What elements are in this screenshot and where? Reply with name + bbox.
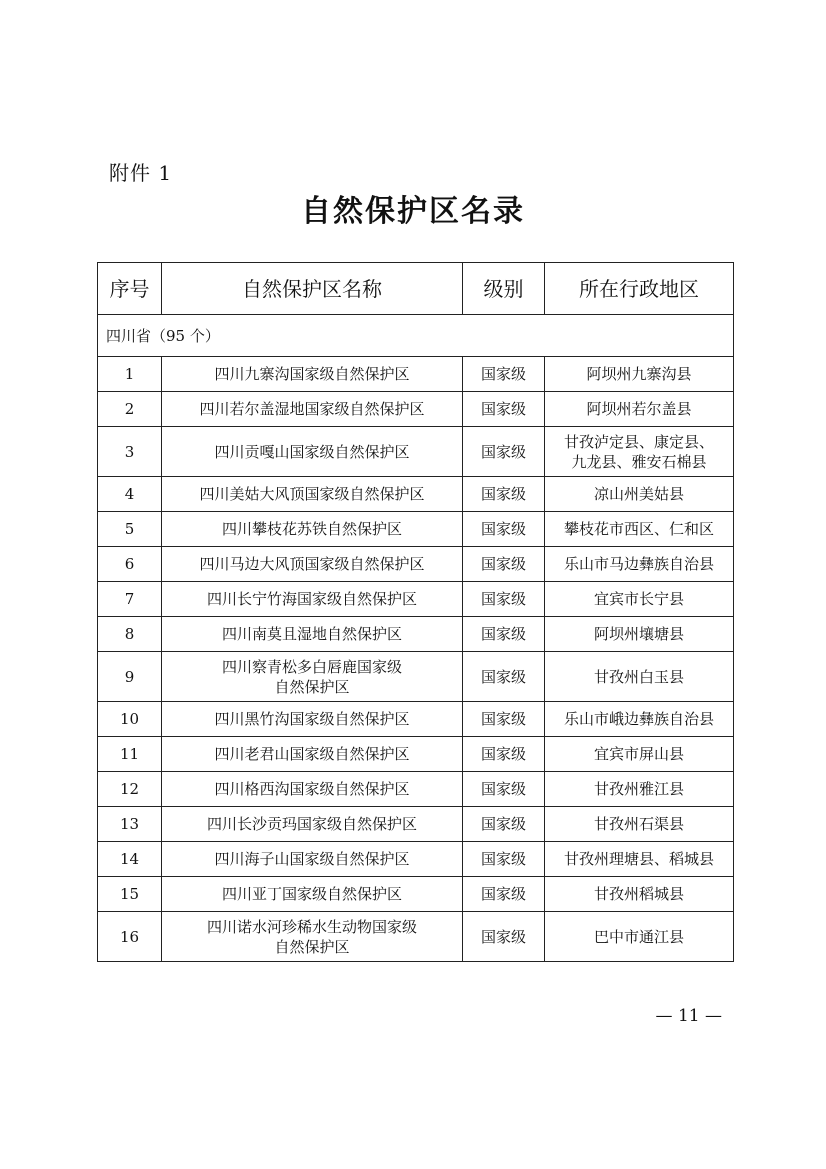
row-reserve-name: 四川长沙贡玛国家级自然保护区 bbox=[162, 807, 463, 842]
row-level: 国家级 bbox=[463, 807, 545, 842]
row-level: 国家级 bbox=[463, 652, 545, 702]
page-number: — 11 — bbox=[655, 1006, 722, 1026]
row-region: 阿坝州壤塘县 bbox=[545, 617, 734, 652]
header-region: 所在行政地区 bbox=[545, 263, 734, 315]
row-region: 甘孜州石渠县 bbox=[545, 807, 734, 842]
row-serial-number: 7 bbox=[98, 582, 162, 617]
row-region bbox=[545, 427, 734, 477]
row-level: 国家级 bbox=[463, 512, 545, 547]
row-serial-number: 12 bbox=[98, 772, 162, 807]
row-level: 国家级 bbox=[463, 702, 545, 737]
row-reserve-name bbox=[162, 912, 463, 962]
row-region: 阿坝州九寨沟县 bbox=[545, 357, 734, 392]
row-reserve-name: 四川攀枝花苏铁自然保护区 bbox=[162, 512, 463, 547]
row-reserve-name-line: 四川察青松多白唇鹿国家级 bbox=[221, 657, 402, 676]
row-reserve-name: 四川格西沟国家级自然保护区 bbox=[162, 772, 463, 807]
row-level: 国家级 bbox=[463, 477, 545, 512]
table-row bbox=[98, 702, 734, 737]
header-level: 级别 bbox=[463, 263, 545, 315]
row-serial-number: 3 bbox=[98, 427, 162, 477]
table-row bbox=[98, 617, 734, 652]
row-region: 甘孜州理塘县、稻城县 bbox=[545, 842, 734, 877]
row-serial-number: 13 bbox=[98, 807, 162, 842]
table-row bbox=[98, 737, 734, 772]
row-serial-number: 1 bbox=[98, 357, 162, 392]
row-region: 乐山市峨边彝族自治县 bbox=[545, 702, 734, 737]
row-reserve-name: 四川马边大风顶国家级自然保护区 bbox=[162, 547, 463, 582]
row-reserve-name: 四川南莫且湿地自然保护区 bbox=[162, 617, 463, 652]
row-reserve-name: 四川老君山国家级自然保护区 bbox=[162, 737, 463, 772]
row-region: 攀枝花市西区、仁和区 bbox=[545, 512, 734, 547]
row-level: 国家级 bbox=[463, 842, 545, 877]
table-row bbox=[98, 877, 734, 912]
row-serial-number: 11 bbox=[98, 737, 162, 772]
table-row bbox=[98, 582, 734, 617]
row-region: 阿坝州若尔盖县 bbox=[545, 392, 734, 427]
table-row bbox=[98, 512, 734, 547]
row-region: 宜宾市屏山县 bbox=[545, 737, 734, 772]
table-row bbox=[98, 772, 734, 807]
row-level: 国家级 bbox=[463, 357, 545, 392]
row-reserve-name: 四川黑竹沟国家级自然保护区 bbox=[162, 702, 463, 737]
row-level: 国家级 bbox=[463, 912, 545, 962]
row-serial-number: 15 bbox=[98, 877, 162, 912]
row-region-line: 九龙县、雅安石棉县 bbox=[571, 452, 707, 471]
row-level: 国家级 bbox=[463, 582, 545, 617]
row-region: 巴中市通江县 bbox=[545, 912, 734, 962]
attachment-label: 附件 1 bbox=[109, 161, 173, 185]
row-level: 国家级 bbox=[463, 737, 545, 772]
province-group-row bbox=[98, 315, 734, 357]
header-reserve-name: 自然保护区名称 bbox=[162, 263, 463, 315]
row-reserve-name: 四川亚丁国家级自然保护区 bbox=[162, 877, 463, 912]
row-serial-number: 2 bbox=[98, 392, 162, 427]
table-row bbox=[98, 807, 734, 842]
row-serial-number: 5 bbox=[98, 512, 162, 547]
table-row bbox=[98, 652, 734, 702]
row-region: 甘孜州雅江县 bbox=[545, 772, 734, 807]
table-row bbox=[98, 357, 734, 392]
table-row bbox=[98, 842, 734, 877]
row-reserve-name: 四川若尔盖湿地国家级自然保护区 bbox=[162, 392, 463, 427]
table-header-row bbox=[98, 263, 734, 315]
province-group-label: 四川省（95 个） bbox=[98, 315, 734, 357]
document-title: 自然保护区名录 bbox=[301, 194, 525, 229]
row-serial-number: 10 bbox=[98, 702, 162, 737]
row-reserve-name: 四川美姑大风顶国家级自然保护区 bbox=[162, 477, 463, 512]
row-reserve-name: 四川海子山国家级自然保护区 bbox=[162, 842, 463, 877]
row-reserve-name: 四川九寨沟国家级自然保护区 bbox=[162, 357, 463, 392]
table-row bbox=[98, 547, 734, 582]
row-reserve-name: 四川长宁竹海国家级自然保护区 bbox=[162, 582, 463, 617]
row-reserve-name-line: 自然保护区 bbox=[274, 677, 350, 696]
table-row bbox=[98, 427, 734, 477]
row-serial-number: 4 bbox=[98, 477, 162, 512]
row-region: 凉山州美姑县 bbox=[545, 477, 734, 512]
row-level: 国家级 bbox=[463, 617, 545, 652]
row-serial-number: 9 bbox=[98, 652, 162, 702]
reserve-table bbox=[97, 262, 734, 962]
row-level: 国家级 bbox=[463, 392, 545, 427]
row-reserve-name-line: 自然保护区 bbox=[274, 937, 350, 956]
row-reserve-name-line: 四川诺水河珍稀水生动物国家级 bbox=[206, 917, 417, 936]
row-region: 甘孜州白玉县 bbox=[545, 652, 734, 702]
header-serial-number: 序号 bbox=[98, 263, 162, 315]
table-row bbox=[98, 912, 734, 962]
row-level: 国家级 bbox=[463, 877, 545, 912]
row-reserve-name bbox=[162, 652, 463, 702]
row-reserve-name: 四川贡嘎山国家级自然保护区 bbox=[162, 427, 463, 477]
row-level: 国家级 bbox=[463, 427, 545, 477]
row-level: 国家级 bbox=[463, 547, 545, 582]
row-region: 乐山市马边彝族自治县 bbox=[545, 547, 734, 582]
table-row bbox=[98, 392, 734, 427]
row-region: 宜宾市长宁县 bbox=[545, 582, 734, 617]
table-row bbox=[98, 477, 734, 512]
row-region-line: 甘孜泸定县、康定县、 bbox=[563, 432, 714, 451]
row-level: 国家级 bbox=[463, 772, 545, 807]
row-serial-number: 16 bbox=[98, 912, 162, 962]
row-serial-number: 8 bbox=[98, 617, 162, 652]
row-serial-number: 14 bbox=[98, 842, 162, 877]
row-serial-number: 6 bbox=[98, 547, 162, 582]
row-region: 甘孜州稻城县 bbox=[545, 877, 734, 912]
